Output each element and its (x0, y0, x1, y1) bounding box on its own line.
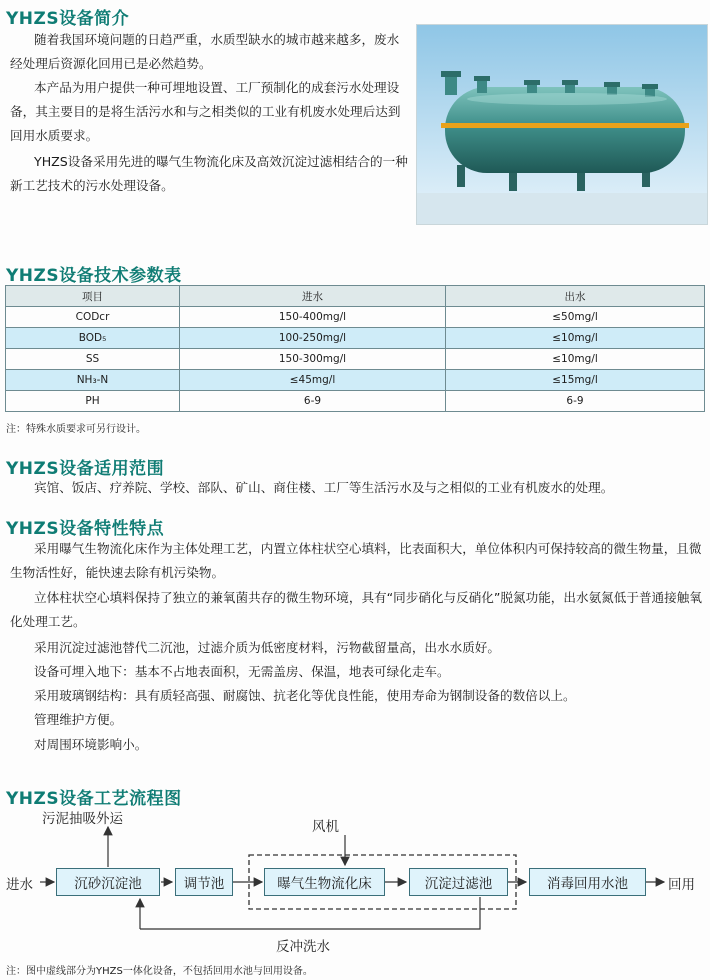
feature-item: 立体柱状空心填料保持了独立的兼氧菌共存的微生物环境，具有“同步硝化与反硝化”脱氮功能，出水氨氮低于普通接触氧化处理工艺。 (10, 590, 702, 629)
header-outlet: 出水 (446, 286, 705, 307)
feature-item: 采用沉淀过滤池替代二沉池，过滤介质为低密度材料，污物截留量高，出水水质好。 (34, 640, 500, 655)
row-item: PH (6, 391, 180, 412)
flow-note: 注：图中虚线部分为YHZS一体化设备，不包括回用水池与回用设备。 (6, 966, 313, 977)
params-header-row (6, 286, 705, 307)
row-inlet: 150-400mg/l (180, 307, 446, 328)
feature-item: 管理维护方便。 (34, 712, 123, 727)
scope-text: 宾馆、饭店、疗养院、学校、部队、矿山、商住楼、工厂等生活污水及与之相似的工业有机废水的处理。 (34, 480, 614, 495)
disinfection-reuse-tank-box: 消毒回用水池 (529, 868, 646, 896)
table-row (6, 328, 705, 349)
row-inlet: 6-9 (180, 391, 446, 412)
row-inlet: 150-300mg/l (180, 349, 446, 370)
scope-title: YHZS设备适用范围 (6, 459, 165, 479)
feature-item: 采用曝气生物流化床作为主体处理工艺，内置立体柱状空心填料，比表面积大，单位体积内可保持较高的微生物量，且微生物活性好，能快速去除有机污染物。 (10, 541, 702, 580)
params-note: 注：特殊水质要求可另行设计。 (6, 424, 146, 435)
flow-outlet-label: 回用 (668, 877, 695, 893)
header-inlet: 进水 (180, 286, 446, 307)
row-outlet: ≤50mg/l (446, 307, 705, 328)
row-inlet: 100-250mg/l (180, 328, 446, 349)
row-item: NH₃-N (6, 370, 180, 391)
settling-filter-tank-box: 沉淀过滤池 (409, 868, 508, 896)
row-item: SS (6, 349, 180, 370)
row-item: BOD₅ (6, 328, 180, 349)
flow-backwash-label: 反冲洗水 (276, 939, 330, 955)
feature-item: 采用玻璃钢结构：具有质轻高强、耐腐蚀、抗老化等优良性能，使用寿命为钢制设备的数倍以上。 (34, 688, 576, 703)
feature-item: 设备可埋入地下：基本不占地表面积，无需盖房、保温，地表可绿化走车。 (34, 664, 450, 679)
row-outlet: ≤15mg/l (446, 370, 705, 391)
row-item: CODcr (6, 307, 180, 328)
feature-item: 对周围环境影响小。 (34, 737, 148, 752)
aeration-fluidized-bed-box: 曝气生物流化床 (264, 868, 385, 896)
row-outlet: 6-9 (446, 391, 705, 412)
process-flow-diagram (0, 805, 710, 965)
params-table (5, 285, 705, 412)
row-outlet: ≤10mg/l (446, 349, 705, 370)
header-item: 项目 (6, 286, 180, 307)
equalization-tank-box: 调节池 (175, 868, 233, 896)
row-outlet: ≤10mg/l (446, 328, 705, 349)
flow-title: YHZS设备工艺流程图 (6, 789, 182, 809)
intro-paragraph-1: 随着我国环境问题的日趋严重，水质型缺水的城市越来越多，废水经处理后资源化回用已是必然趋势。 (10, 32, 400, 71)
table-row (6, 391, 705, 412)
table-row (6, 349, 705, 370)
intro-paragraph-3: YHZS设备采用先进的曝气生物流化床及高效沉淀过滤相结合的一种新工艺技术的污水处理设备。 (10, 154, 408, 193)
flow-inlet-label: 进水 (6, 877, 33, 893)
params-title: YHZS设备技术参数表 (6, 266, 182, 286)
intro-paragraph-2: 本产品为用户提供一种可埋地设置、工厂预制化的成套污水处理设备，其主要目的是将生活污水和与之相类似的工业有机废水处理后达到回用水质要求。 (10, 80, 401, 143)
grit-settling-tank-box: 沉砂沉淀池 (56, 868, 160, 896)
flow-sludge-label: 污泥抽吸外运 (42, 811, 123, 827)
row-inlet: ≤45mg/l (180, 370, 446, 391)
features-title: YHZS设备特性特点 (6, 519, 165, 539)
table-row (6, 307, 705, 328)
tank-illustration (417, 25, 707, 224)
intro-title: YHZS设备简介 (6, 9, 130, 29)
tank-photo (416, 24, 708, 225)
flow-blower-label: 风机 (312, 819, 339, 835)
table-row (6, 370, 705, 391)
